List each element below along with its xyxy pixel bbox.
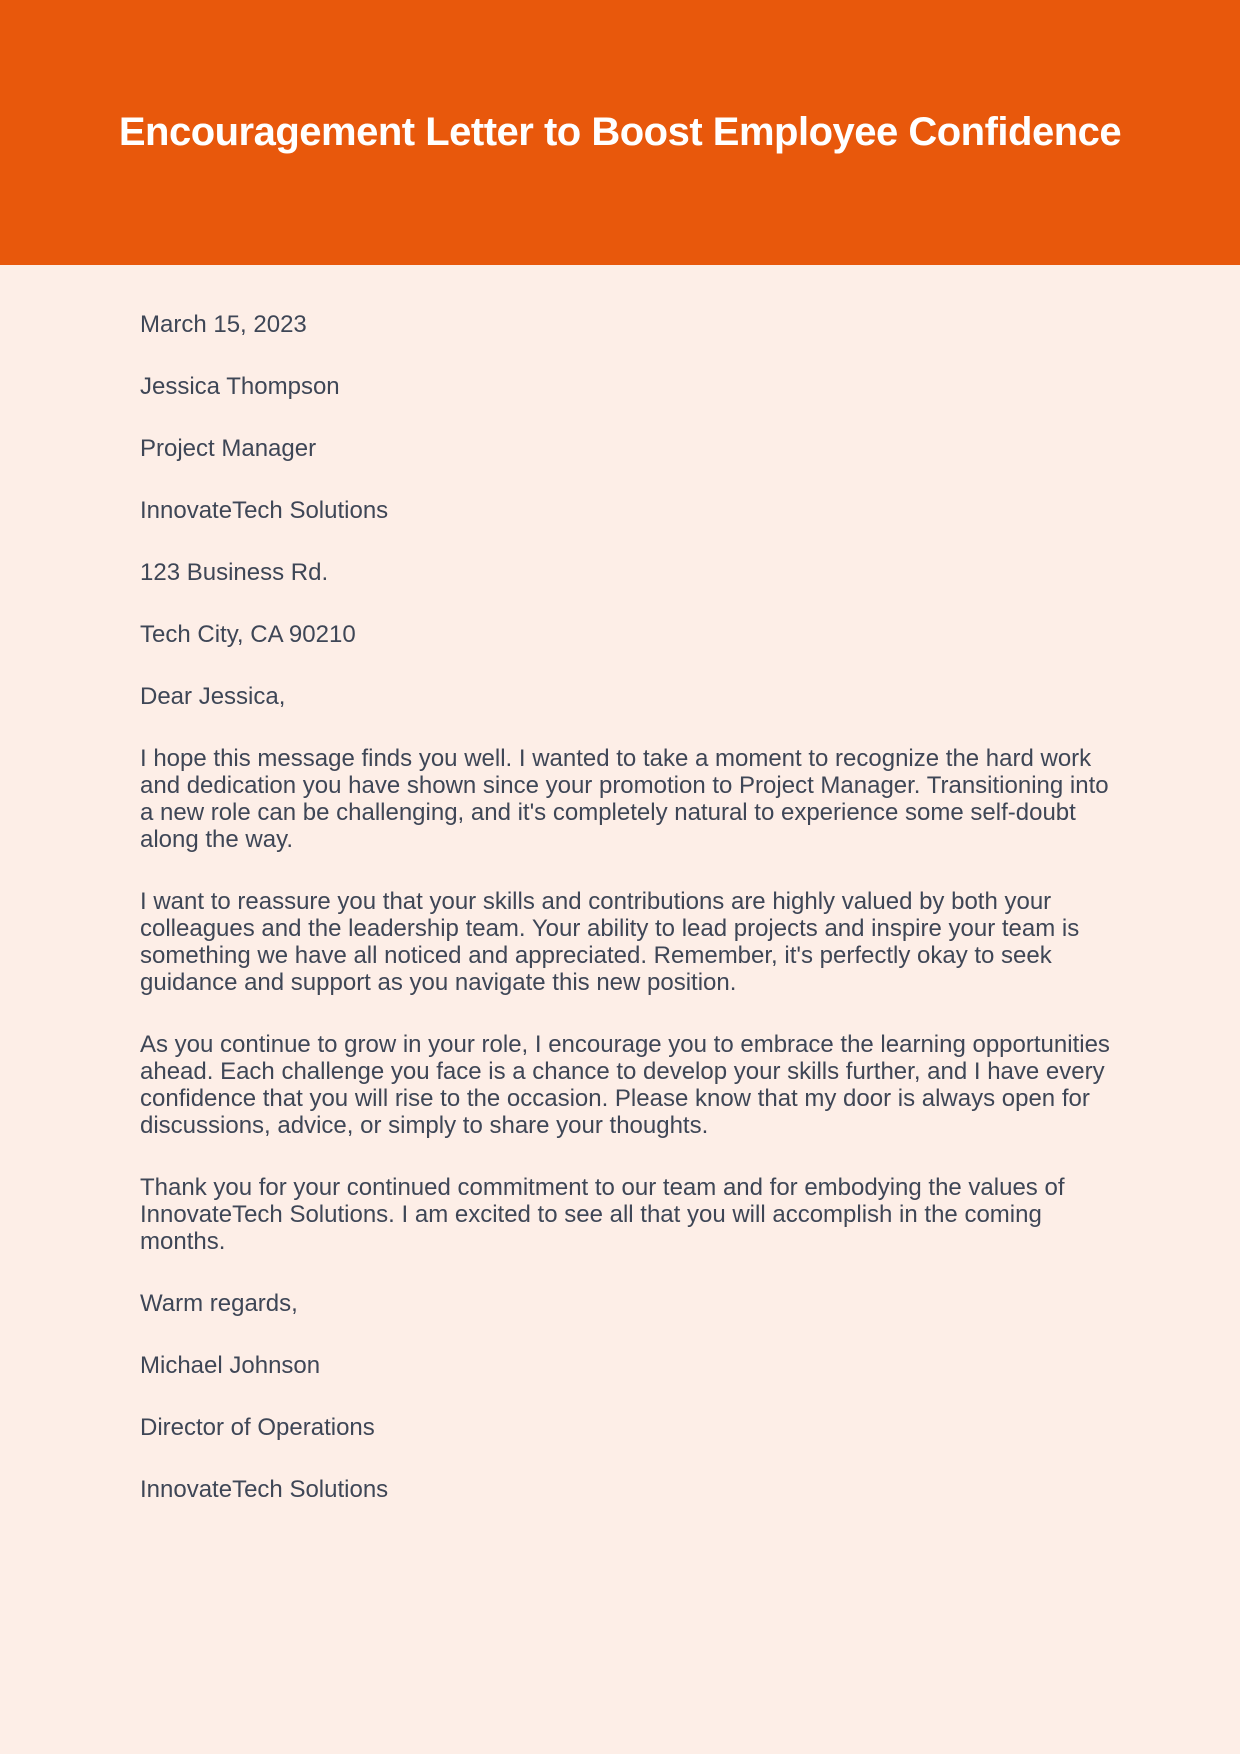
recipient-address-line2: Tech City, CA 90210 — [140, 621, 356, 648]
body-paragraph: As you continue to grow in your role, I encourage you to embrace the learning opportunities ahead. Each challenge you face is a chance to develop your skills further, and I have every confidence that you will rise to the occasion. Please know that my door is always open for discussions, advice, or simply to share your thoughts. — [140, 1031, 1110, 1139]
recipient-job-title: Project Manager — [140, 435, 317, 462]
signature-job-title: Director of Operations — [140, 1414, 375, 1441]
document-header-banner — [0, 0, 1240, 265]
document-title: Encouragement Letter to Boost Employee Confidence — [118, 110, 1122, 154]
body-paragraph: Thank you for your continued commitment to our team and for embodying the values of InnovateTech Solutions. I am excited to see all that you will accomplish in the coming months. — [140, 1174, 1065, 1255]
recipient-name: Jessica Thompson — [140, 373, 340, 400]
letter-body — [0, 265, 1240, 1503]
recipient-company: InnovateTech Solutions — [140, 497, 389, 524]
recipient-address-line1: 123 Business Rd. — [140, 559, 329, 586]
body-paragraph: I want to reassure you that your skills and contributions are highly valued by both your colleagues and the leadership team. Your ability to lead projects and inspire your team is something we have all noticed and appreciated. Remember, it's perfectly okay to seek guidance and support as you navigate this new position. — [140, 888, 1080, 996]
letter-date: March 15, 2023 — [140, 311, 307, 338]
salutation: Dear Jessica, — [140, 683, 286, 710]
body-paragraph: I hope this message finds you well. I wanted to take a moment to recognize the hard work and dedication you have shown since your promotion to Project Manager. Transitioning into a new role can be challenging, and it's completely natural to experience some self-doubt along the way. — [140, 745, 1109, 853]
closing-phrase: Warm regards, — [140, 1290, 298, 1317]
signature-name: Michael Johnson — [140, 1352, 321, 1379]
signature-company: InnovateTech Solutions — [140, 1476, 389, 1503]
